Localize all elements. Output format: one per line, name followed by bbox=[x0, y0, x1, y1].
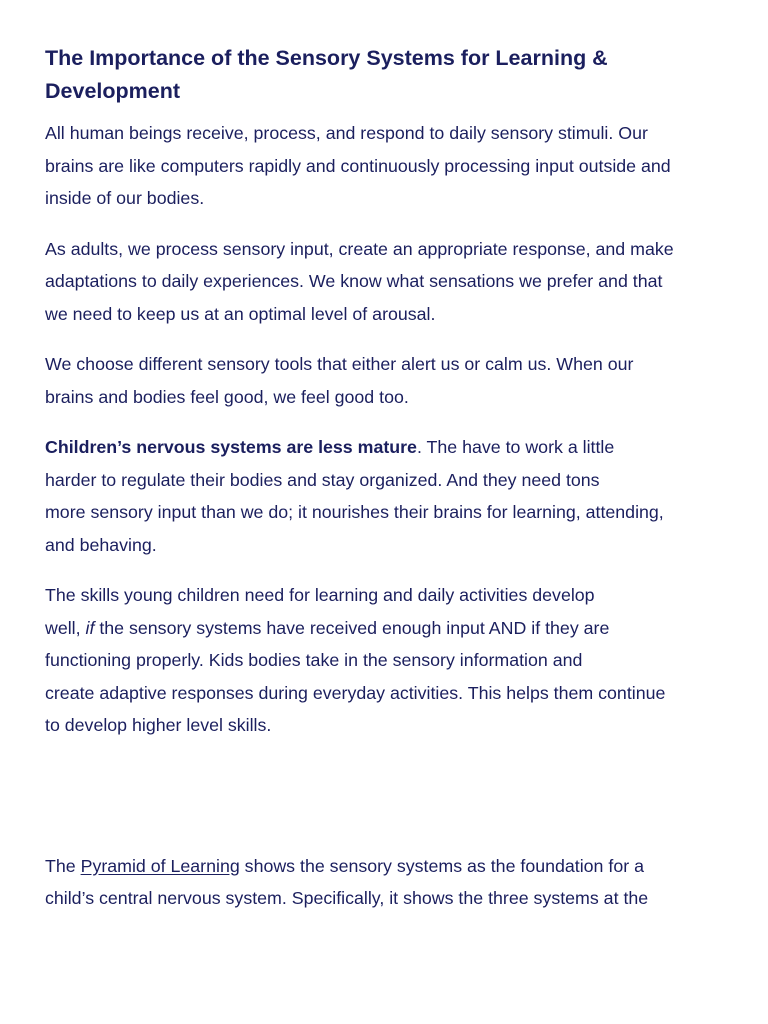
paragraph-line: As adults, we process sensory input, create an appropriate response, and make bbox=[45, 238, 674, 259]
paragraph-line: brains are like computers rapidly and continuously processing input outside and bbox=[45, 155, 671, 176]
paragraph-line: harder to regulate their bodies and stay organized. And they need tons bbox=[45, 469, 600, 490]
paragraph-line: more sensory input than we do; it nourishes their brains for learning, attending, bbox=[45, 502, 664, 522]
paragraph-pyramid bbox=[45, 850, 731, 915]
paragraph-line: the sensory systems have received enough input AND if they are bbox=[94, 617, 610, 638]
paragraph-line: The bbox=[45, 855, 81, 876]
bold-emphasis: Children’s nervous systems are less mature bbox=[45, 437, 417, 457]
paragraph-sensory-tools bbox=[45, 348, 731, 413]
article-body bbox=[45, 42, 731, 915]
paragraph-line: functioning properly. Kids bodies take in the sensory information and bbox=[45, 650, 583, 670]
paragraph-line: brains and bodies feel good, we feel good too. bbox=[45, 386, 409, 407]
paragraph-children bbox=[45, 431, 731, 561]
paragraph-sensory-intro bbox=[45, 117, 731, 215]
pyramid-of-learning-link[interactable]: Pyramid of Learning bbox=[80, 855, 240, 876]
paragraph-line: and behaving. bbox=[45, 534, 157, 555]
paragraph-skills bbox=[45, 579, 731, 742]
paragraph-adults bbox=[45, 233, 731, 331]
paragraph-line: . The have to work a little bbox=[416, 437, 615, 457]
paragraph-line: We choose different sensory tools that either alert us or calm us. When our bbox=[45, 354, 634, 374]
paragraph-line: well, bbox=[45, 617, 86, 638]
italic-emphasis: if bbox=[85, 617, 95, 638]
paragraph-line: adaptations to daily experiences. We know what sensations we prefer and that bbox=[45, 271, 663, 291]
paragraph-line: shows the sensory systems as the foundation for a bbox=[239, 855, 644, 876]
paragraph-line: The skills young children need for learning and daily activities develop bbox=[45, 585, 595, 605]
paragraph-line: we need to keep us at an optimal level of arousal. bbox=[45, 303, 436, 324]
paragraph-line: child’s central nervous system. Specifically, it shows the three systems at the bbox=[45, 888, 649, 908]
paragraph-line: to develop higher level skills. bbox=[45, 715, 272, 735]
article-title: The Importance of the Sensory Systems for Learning & Development bbox=[45, 46, 608, 103]
paragraph-line: create adaptive responses during everyday activities. This helps them continue bbox=[45, 682, 666, 703]
paragraph-line: All human beings receive, process, and respond to daily sensory stimuli. Our bbox=[45, 123, 648, 143]
paragraph-line: inside of our bodies. bbox=[45, 188, 205, 208]
